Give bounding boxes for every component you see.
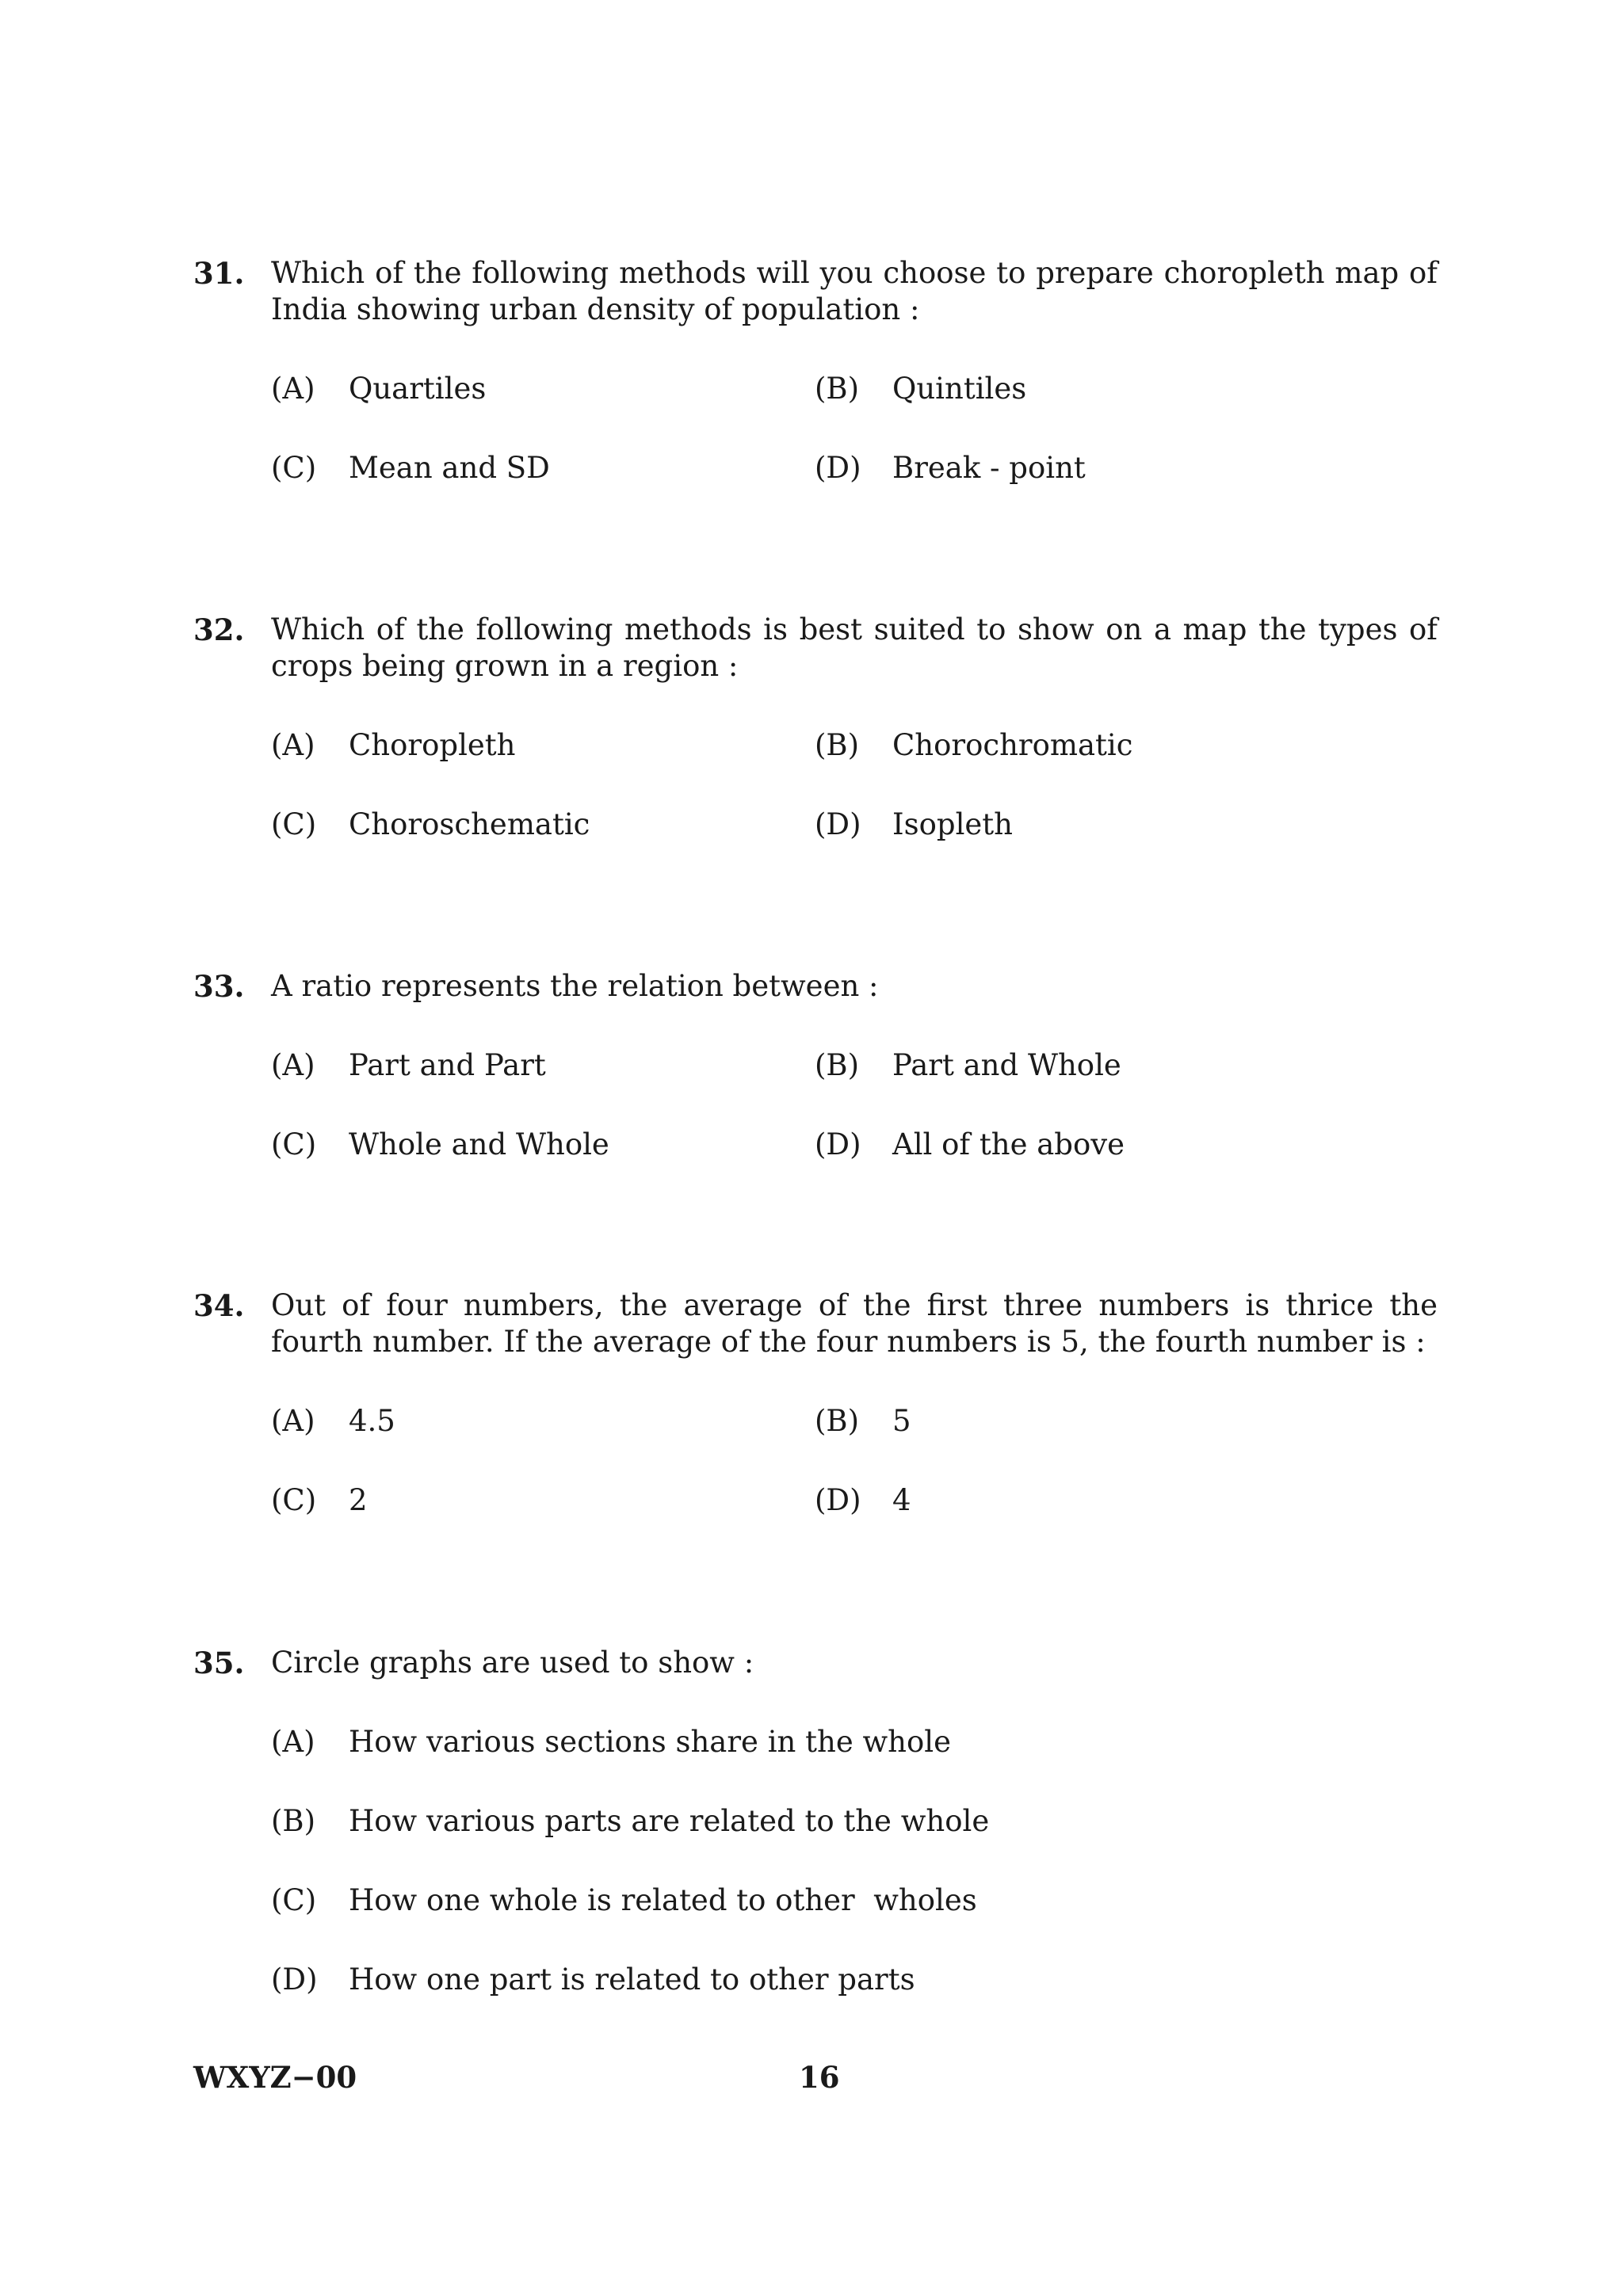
question-number: 31. [193, 256, 245, 291]
option-a [271, 371, 815, 407]
option-text: 4.5 [349, 1404, 395, 1438]
option-c [271, 1482, 815, 1519]
option-key: (D) [271, 1962, 318, 1997]
option-text: 2 [349, 1483, 368, 1517]
option-text: Part and Part [349, 1048, 546, 1082]
option-c [271, 1882, 1438, 1919]
question-text: Circle graphs are used to show : [271, 1646, 754, 1680]
option-key: (C) [271, 1127, 317, 1161]
option-d [815, 1482, 1438, 1519]
option-key: (B) [271, 1804, 316, 1838]
option-text: Mean and SD [349, 451, 550, 485]
option-b [271, 1803, 1438, 1840]
question-35 [193, 1645, 1438, 1998]
options [271, 1047, 1438, 1163]
question-32 [193, 612, 1438, 843]
option-b [815, 727, 1438, 764]
option-key: (A) [271, 728, 315, 762]
option-key: (C) [271, 451, 317, 485]
option-text: Quartiles [349, 372, 487, 406]
option-text: Choroschematic [349, 807, 590, 841]
option-key: (D) [815, 451, 861, 485]
option-text: All of the above [892, 1127, 1125, 1161]
question-number: 33. [193, 969, 245, 1004]
option-a [271, 1047, 815, 1084]
question-header [193, 968, 1438, 1005]
question-33 [193, 968, 1438, 1163]
option-text: How various sections share in the whole [349, 1725, 951, 1759]
option-key: (B) [815, 1048, 860, 1082]
option-key: (C) [271, 1483, 317, 1517]
question-text: A ratio represents the relation between : [271, 969, 879, 1003]
options [271, 1724, 1438, 1998]
option-c [271, 807, 815, 843]
option-key: (B) [815, 728, 860, 762]
option-text: Chorochromatic [892, 728, 1133, 762]
option-key: (B) [815, 1404, 860, 1438]
option-key: (A) [271, 1404, 315, 1438]
option-a [271, 1724, 1438, 1760]
option-text: How various parts are related to the whole [349, 1804, 990, 1838]
booklet-code: WXYZ−00 [193, 2060, 357, 2095]
question-text: Out of four numbers, the average of the first three numbers is thrice the fourth number. If the average of the four numbers is 5, the fourth number is : [271, 1288, 1438, 1359]
option-d [271, 1962, 1438, 1998]
option-text: 4 [892, 1483, 911, 1517]
option-key: (C) [271, 1883, 317, 1917]
question-34 [193, 1287, 1438, 1519]
question-text: Which of the following methods will you choose to prepare choropleth map of India showing urban density of population : [271, 256, 1438, 326]
option-key: (A) [271, 1048, 315, 1082]
options [271, 1403, 1438, 1519]
option-text: How one whole is related to other wholes [349, 1883, 977, 1917]
option-c [271, 450, 815, 486]
option-text: Quintiles [892, 372, 1027, 406]
option-text: Whole and Whole [349, 1127, 609, 1161]
option-key: (D) [815, 1483, 861, 1517]
question-number: 35. [193, 1646, 245, 1680]
option-a [271, 727, 815, 764]
question-header [193, 255, 1438, 328]
option-key: (A) [271, 1725, 315, 1759]
option-text: How one part is related to other parts [349, 1962, 915, 1997]
option-b [815, 1403, 1438, 1440]
question-text: Which of the following methods is best suited to show on a map the types of crops being grown in a region : [271, 612, 1438, 683]
option-b [815, 1047, 1438, 1084]
page-number: 16 [799, 2060, 840, 2095]
option-text: 5 [892, 1404, 911, 1438]
option-d [815, 1127, 1438, 1163]
options [271, 371, 1438, 486]
option-a [271, 1403, 815, 1440]
option-key: (D) [815, 807, 861, 841]
question-header [193, 612, 1438, 685]
option-b [815, 371, 1438, 407]
option-key: (A) [271, 372, 315, 406]
option-key: (D) [815, 1127, 861, 1161]
option-c [271, 1127, 815, 1163]
question-header [193, 1645, 1438, 1681]
option-text: Isopleth [892, 807, 1013, 841]
option-d [815, 450, 1438, 486]
option-d [815, 807, 1438, 843]
page-footer [193, 2060, 1438, 2100]
question-header [193, 1287, 1438, 1360]
option-text: Part and Whole [892, 1048, 1121, 1082]
options [271, 727, 1438, 843]
option-key: (C) [271, 807, 317, 841]
question-number: 34. [193, 1288, 245, 1323]
question-number: 32. [193, 612, 245, 647]
option-text: Break - point [892, 451, 1086, 485]
option-key: (B) [815, 372, 860, 406]
question-31 [193, 255, 1438, 486]
option-text: Choropleth [349, 728, 516, 762]
